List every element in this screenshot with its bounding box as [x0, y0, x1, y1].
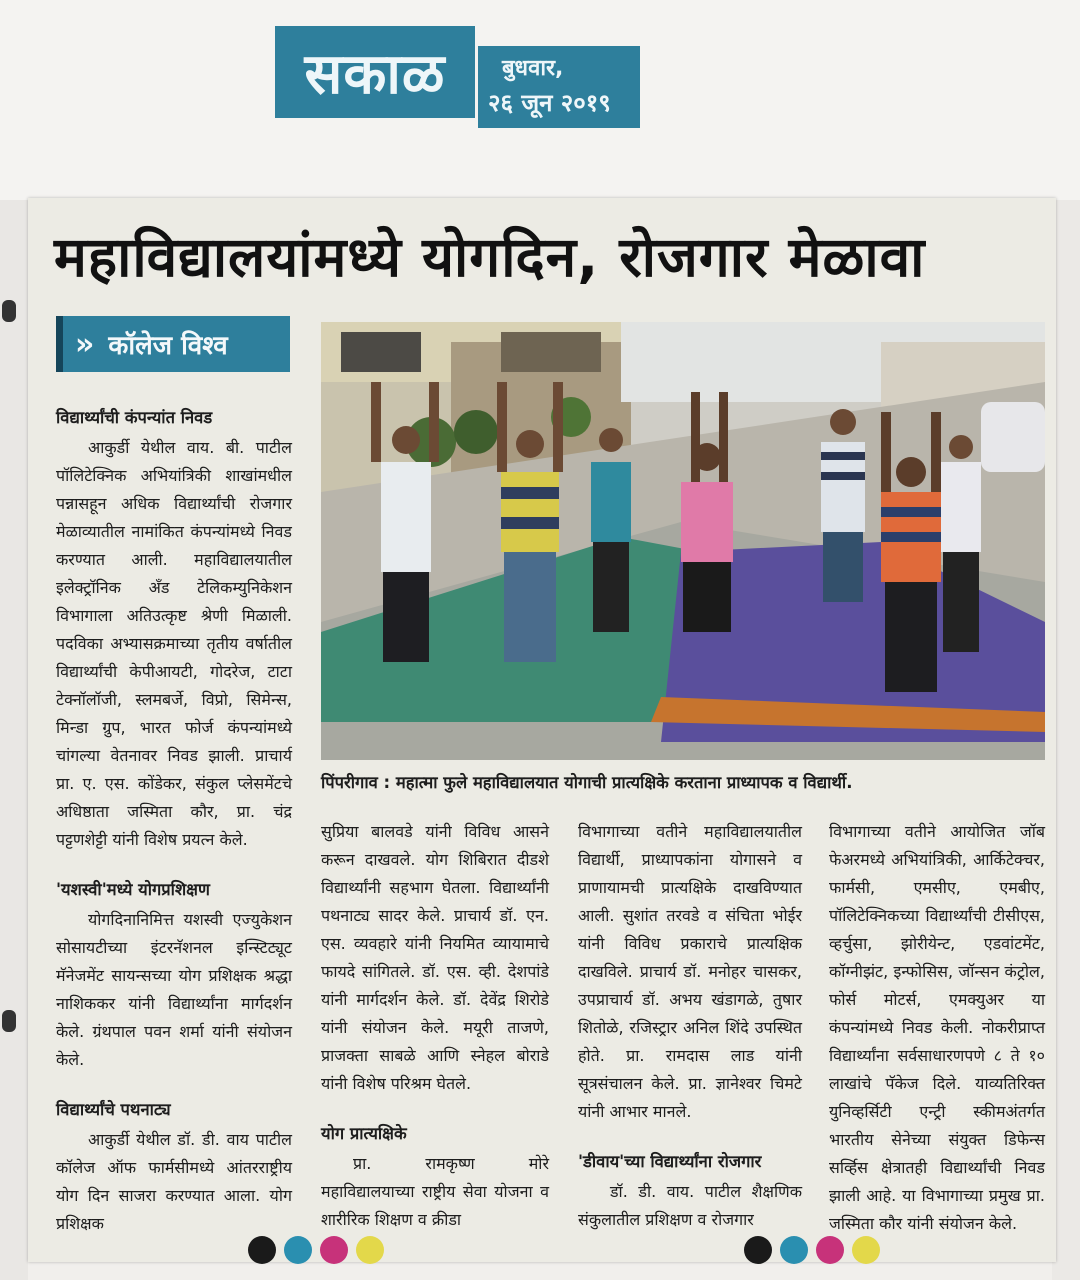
register-dot	[320, 1236, 348, 1264]
paragraph: डॉ. डी. वाय. पाटील शैक्षणिक संकुलातील प्रशिक्षण व रोजगार	[578, 1182, 802, 1229]
article-column-4	[829, 818, 1045, 1238]
date-day: बुधवार,	[502, 56, 564, 81]
date-block	[478, 46, 640, 128]
paragraph: सुप्रिया बालवडे यांनी विविध आसने करून दाखवले. योग शिबिरात दीडशे विद्यार्थ्यांनी सहभाग घेतला. विद्यार्थ्यांनी पथनाट्य सादर केले. प्राचार्य डॉ. एन. एस. व्यवहारे यांनी नियमित व्यायामाचे फायदे सांगितले. डॉ. एस. व्ही. देशपांडे यांनी मार्गदर्शन केले. डॉ. देवेंद्र शिरोडे यांनी संयोजन केले. मयूरी ताजणे, प्राजक्ता साबळे आणि स्नेहल बोराडे यांनी विशेष परिश्रम घेतले.	[321, 822, 549, 1093]
subheading: योग प्रात्यक्षिके	[321, 1124, 407, 1143]
register-dot	[284, 1236, 312, 1264]
double-chevron-icon: »	[75, 326, 95, 362]
article-column-3	[578, 818, 802, 1234]
section-tag	[56, 316, 290, 372]
date-full: २६ जून २०१९	[488, 89, 611, 117]
register-marks-right	[744, 1236, 880, 1264]
subheading: विद्यार्थ्यांचे पथनाट्य	[56, 1100, 171, 1119]
register-dot	[816, 1236, 844, 1264]
tag-bar	[56, 316, 63, 372]
binder-hole	[2, 1010, 16, 1032]
subheading: विद्यार्थ्यांची कंपन्यांत निवड	[56, 408, 213, 427]
masthead-title: सकाळ	[304, 41, 446, 107]
yoga-photo	[321, 322, 1045, 760]
paragraph: आकुर्डी येथील डॉ. डी. वाय पाटील कॉलेज ऑफ फार्मसीमध्ये आंतरराष्ट्रीय योग दिन साजरा करण्यात आला. योग प्रशिक्षक	[56, 1130, 292, 1233]
register-dot	[356, 1236, 384, 1264]
binder-hole	[2, 300, 16, 322]
section-tag-label: कॉलेज विश्व	[108, 331, 228, 361]
subheading: 'यशस्वी'मध्ये योगप्रशिक्षण	[56, 880, 210, 899]
headline: महाविद्यालयांमध्ये योगदिन, रोजगार मेळावा	[54, 225, 926, 289]
newspaper-masthead	[275, 26, 475, 118]
subheading: 'डीवाय'च्या विद्यार्थ्यांना रोजगार	[578, 1152, 762, 1171]
register-dot	[780, 1236, 808, 1264]
paragraph: प्रा. रामकृष्ण मोरे महाविद्यालयाच्या राष्ट्रीय सेवा योजना व शारीरिक शिक्षण व क्रीडा	[321, 1154, 549, 1229]
paragraph: विभागाच्या वतीने महाविद्यालयातील विद्यार्थी, प्राध्यापकांना योगासने व प्राणायामची प्रात्यक्षिके दाखविण्यात आली. सुशांत तरवडे व संचिता भोईर यांनी विविध प्रकाराचे प्रात्यक्षिक दाखविले. प्राचार्य डॉ. मनोहर चासकर, उपप्राचार्य डॉ. अभय खंडागळे, तुषार शितोळे, रजिस्ट्रार अनिल शिंदे उपस्थित होते. प्रा. रामदास लाड यांनी सूत्रसंचालन केले. प्रा. ज्ञानेश्वर चिमटे यांनी आभार मानले.	[578, 822, 802, 1121]
background-right	[1052, 200, 1080, 1280]
background-left	[0, 200, 28, 1280]
register-dot	[744, 1236, 772, 1264]
register-marks-left	[248, 1236, 384, 1264]
register-dot	[852, 1236, 880, 1264]
photo-caption: पिंपरीगाव : महात्मा फुले महाविद्यालयात योगाची प्रात्यक्षिके करताना प्राध्यापक व विद्यार्थी.	[321, 773, 853, 792]
register-dot	[248, 1236, 276, 1264]
paragraph: योगदिनानिमित्त यशस्वी एज्युकेशन सोसायटीच्या इंटरनॅशनल इन्स्टिट्यूट मॅनेजमेंट सायन्सच्या योग प्रशिक्षक श्रद्धा नाशिककर यांनी विद्यार्थ्यांना मार्गदर्शन केले. ग्रंथपाल पवन शर्मा यांनी संयोजन केले.	[56, 910, 292, 1069]
article-column-1	[56, 404, 292, 1238]
paragraph: विभागाच्या वतीने आयोजित जॉब फेअरमध्ये अभियांत्रिकी, आर्किटेक्चर, फार्मसी, एमसीए, एमबीए, पॉलिटेक्निकच्या विद्यार्थ्यांची टीसीएस, व्हर्चुसा, झोरीयेन्ट, एडवांटमेंट, कॉग्नीझंट, इन्फोसिस, जॉन्सन कंट्रोल, फोर्स मोटर्स, एमक्युअर या कंपन्यांमध्ये निवड केली. नोकरीप्राप्त विद्यार्थ्यांना सर्वसाधारणपणे ८ ते १० लाखांचे पॅकेज दिले. याव्यतिरिक्त युनिव्हर्सिटी एन्ट्री स्कीमअंतर्गत भारतीय सेनेच्या संयुक्त डिफेन्स सर्व्हिस क्षेत्रातही विद्यार्थ्यांची निवड झाली आहे. या विभागाच्या प्रमुख प्रा. जस्मिता कौर यांनी संयोजन केले.	[829, 822, 1045, 1233]
paragraph: आकुर्डी येथील वाय. बी. पाटील पॉलिटेक्निक अभियांत्रिकी शाखांमधील पन्नासहून अधिक विद्यार्थ्यांची रोजगार मेळाव्यातील नामांकित कंपन्यांमध्ये निवड करण्यात आली. महाविद्यालयातील इलेक्ट्रॉनिक अँड टेलिकम्युनिकेशन विभागाला अतिउत्कृष्ट श्रेणी मिळाली. पदविका अभ्यासक्रमाच्या तृतीय वर्षातील विद्यार्थ्यांची केपीआयटी, गोदरेज, टाटा टेक्नॉलॉजी, स्लमबर्जे, विप्रो, सिमेन्स, मिन्डा ग्रुप, भारत फोर्ज कंपन्यांमध्ये चांगल्या वेतनावर निवड झाली. प्राचार्य प्रा. ए. एस. कोंडेकर, संकुल प्लेसमेंटचे अधिष्ठाता जस्मिता कौर, प्रा. चंद्र पट्टणशेट्टी यांनी विशेष प्रयत्न केले.	[56, 438, 292, 849]
article-column-2	[321, 818, 549, 1234]
